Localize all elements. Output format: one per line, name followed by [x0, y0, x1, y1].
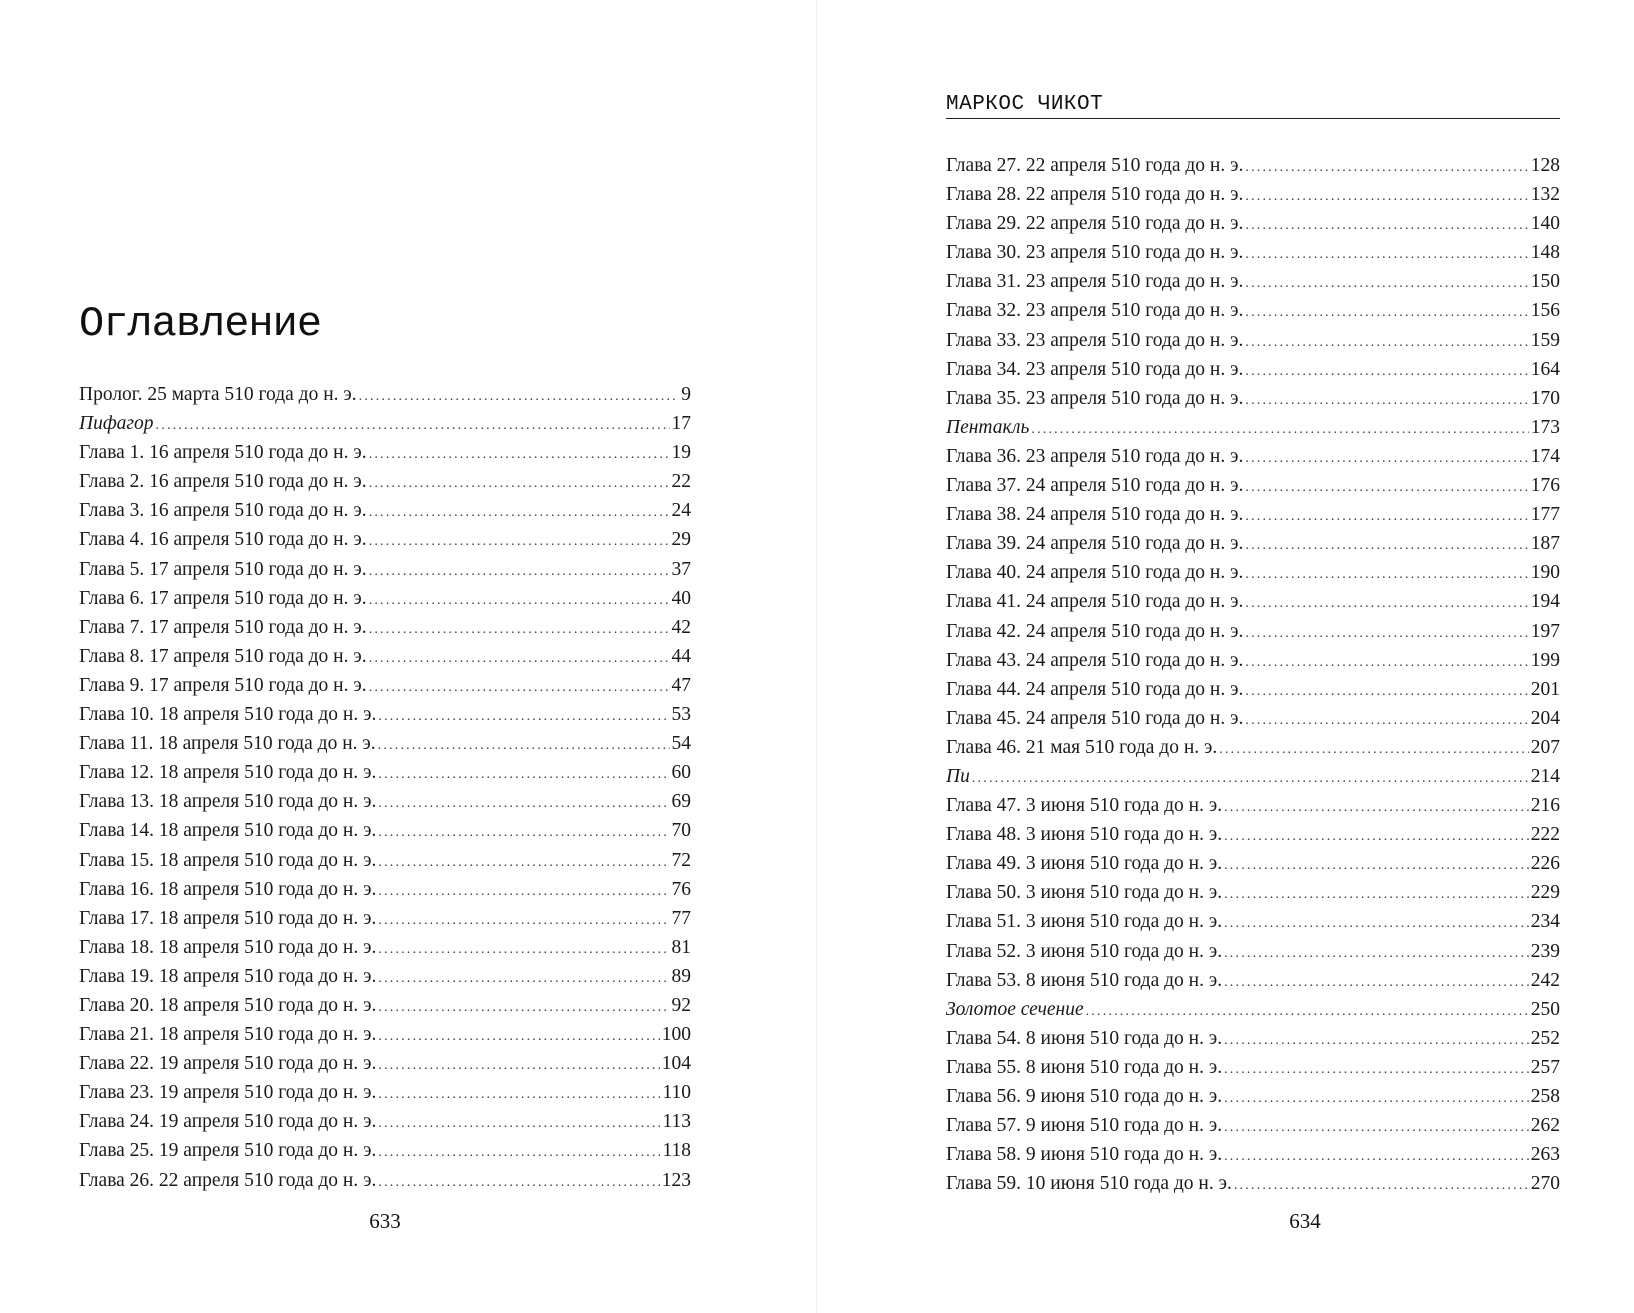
toc-entry-label: Глава 23. 19 апреля 510 года до н. э. — [79, 1082, 377, 1104]
dot-leader — [369, 557, 670, 586]
toc-entry — [79, 584, 691, 613]
toc-entry-label: Глава 31. 23 апреля 510 года до н. э. — [946, 271, 1244, 293]
toc-entry-page: 173 — [1530, 416, 1560, 438]
toc-entry-label: Глава 55. 8 июня 510 года до н. э. — [946, 1056, 1223, 1078]
toc-entry-label: Глава 56. 9 июня 510 года до н. э. — [946, 1086, 1223, 1107]
dot-leader — [369, 440, 670, 469]
toc-entry — [946, 820, 1560, 849]
toc-list-right — [946, 151, 1560, 1198]
toc-entry-label: Пролог. 25 марта 510 года до н. э. — [79, 384, 357, 405]
dot-leader — [378, 1022, 659, 1051]
toc-entry-page: 190 — [1530, 562, 1560, 584]
dot-leader — [1224, 880, 1529, 909]
page-number: 633 — [369, 1209, 401, 1233]
toc-entry-label: Глава 29. 22 апреля 510 года до н. э. — [946, 213, 1244, 235]
toc-entry-page: 164 — [1530, 358, 1560, 380]
toc-entry-page: 22 — [671, 471, 691, 493]
dot-leader — [369, 615, 670, 644]
toc-entry-page: 104 — [661, 1053, 691, 1075]
dot-leader — [378, 848, 669, 877]
toc-entry — [946, 355, 1560, 384]
dot-leader — [1086, 997, 1529, 1026]
toc-entry-label: Глава 17. 18 апреля 510 года до н. э. — [79, 907, 377, 929]
toc-entry-label: Глава 47. 3 июня 510 года до н. э. — [946, 795, 1223, 817]
toc-entry-page: 204 — [1530, 707, 1560, 729]
toc-entry — [79, 613, 691, 642]
toc-entry-label: Глава 2. 16 апреля 510 года до н. э. — [79, 471, 367, 493]
toc-entry — [946, 907, 1560, 936]
toc-entry — [79, 875, 691, 904]
toc-entry-page: 170 — [1530, 387, 1560, 409]
toc-entry — [946, 704, 1560, 733]
toc-entry — [946, 1140, 1560, 1169]
toc-entry-page: 174 — [1530, 445, 1560, 467]
toc-entry-label: Глава 4. 16 апреля 510 года до н. э. — [79, 529, 367, 551]
toc-entry-label: Глава 1. 16 апреля 510 года до н. э. — [79, 442, 367, 464]
toc-entry-page: 113 — [662, 1111, 691, 1133]
toc-entry — [79, 846, 691, 875]
toc-list-left — [79, 380, 691, 1195]
toc-entry — [79, 1166, 691, 1195]
dot-leader — [1245, 444, 1528, 473]
dot-leader — [1031, 415, 1528, 444]
toc-entry-label: Глава 7. 17 апреля 510 года до н. э. — [79, 616, 367, 638]
dot-leader — [1224, 939, 1529, 968]
toc-entry-page: 197 — [1530, 620, 1560, 642]
toc-entry-page: 69 — [671, 791, 691, 813]
toc-entry — [946, 413, 1560, 442]
dot-leader — [378, 1080, 660, 1109]
toc-entry — [946, 209, 1560, 238]
toc-entry-label: Глава 35. 23 апреля 510 года до н. э. — [946, 387, 1244, 409]
dot-leader — [1224, 968, 1529, 997]
toc-entry-label: Глава 49. 3 июня 510 года до н. э. — [946, 853, 1223, 875]
toc-entry — [946, 995, 1560, 1024]
toc-entry-page: 263 — [1530, 1144, 1560, 1166]
dot-leader — [378, 789, 669, 818]
dot-leader — [1245, 502, 1528, 531]
toc-entry-label: Глава 50. 3 июня 510 года до н. э. — [946, 882, 1223, 904]
toc-entry — [79, 933, 691, 962]
dot-leader — [1245, 589, 1528, 618]
dot-leader — [1245, 473, 1528, 502]
toc-entry-label: Глава 32. 23 апреля 510 года до н. э. — [946, 300, 1244, 322]
toc-entry — [79, 1107, 691, 1136]
dot-leader — [378, 818, 669, 847]
toc-entry — [946, 267, 1560, 296]
toc-entry-page: 24 — [671, 500, 691, 522]
toc-entry-page: 44 — [671, 645, 691, 667]
toc-entry-label: Глава 9. 17 апреля 510 года до н. э. — [79, 674, 367, 696]
toc-entry-page: 194 — [1530, 591, 1560, 613]
toc-entry-page: 17 — [671, 413, 691, 435]
toc-entry-page: 9 — [681, 384, 691, 405]
toc-entry — [946, 180, 1560, 209]
toc-entry-page: 123 — [661, 1169, 691, 1191]
dot-leader — [378, 731, 670, 760]
toc-entry — [79, 1078, 691, 1107]
dot-leader — [1224, 822, 1529, 851]
toc-entry-page: 53 — [671, 704, 691, 726]
toc-entry-page: 70 — [671, 820, 691, 842]
toc-entry — [946, 296, 1560, 325]
dot-leader — [1224, 851, 1529, 880]
toc-entry-label: Глава 6. 17 апреля 510 года до н. э. — [79, 587, 367, 609]
toc-entry-page: 234 — [1530, 911, 1560, 933]
toc-entry — [946, 238, 1560, 267]
toc-entry-page: 250 — [1530, 998, 1560, 1020]
toc-entry-page: 252 — [1530, 1027, 1560, 1049]
toc-entry-label: Глава 43. 24 апреля 510 года до н. э. — [946, 649, 1244, 671]
toc-entry-page: 77 — [671, 907, 691, 929]
dot-leader — [1245, 648, 1528, 677]
toc-entry — [79, 467, 691, 496]
toc-entry-label: Глава 48. 3 июня 510 года до н. э. — [946, 824, 1223, 846]
dot-leader — [378, 760, 669, 789]
dot-leader — [378, 906, 669, 935]
toc-entry-page: 258 — [1530, 1086, 1560, 1107]
toc-entry-label: Глава 52. 3 июня 510 года до н. э. — [946, 940, 1223, 962]
toc-entry-label: Глава 33. 23 апреля 510 года до н. э. — [946, 329, 1244, 351]
toc-part-title: Пентакль — [946, 416, 1030, 438]
toc-entry — [79, 525, 691, 554]
toc-entry-page: 239 — [1530, 940, 1560, 962]
toc-entry-page: 216 — [1530, 795, 1560, 817]
toc-entry-page: 187 — [1530, 533, 1560, 555]
toc-entry-page: 159 — [1530, 329, 1560, 351]
toc-entry — [946, 1024, 1560, 1053]
toc-entry-label: Глава 19. 18 апреля 510 года до н. э. — [79, 965, 377, 987]
dot-leader — [1245, 240, 1528, 269]
page-number: 634 — [1289, 1209, 1321, 1233]
toc-entry-page: 19 — [671, 442, 691, 464]
toc-entry — [946, 762, 1560, 791]
toc-entry — [79, 816, 691, 845]
toc-entry-label: Глава 42. 24 апреля 510 года до н. э. — [946, 620, 1244, 642]
toc-entry-label: Глава 30. 23 апреля 510 года до н. э. — [946, 242, 1244, 264]
dot-leader — [1224, 1055, 1529, 1084]
dot-leader — [369, 527, 670, 556]
toc-entry-page: 207 — [1530, 736, 1560, 758]
toc-entry-page: 262 — [1530, 1115, 1560, 1137]
dot-leader — [1245, 619, 1528, 648]
toc-entry — [79, 555, 691, 584]
toc-entry-label: Глава 15. 18 апреля 510 года до н. э. — [79, 849, 377, 871]
toc-entry-page: 118 — [662, 1140, 691, 1162]
dot-leader — [369, 586, 670, 615]
toc-entry — [79, 1020, 691, 1049]
toc-entry — [946, 849, 1560, 878]
toc-entry-page: 128 — [1530, 155, 1560, 176]
dot-leader — [1224, 909, 1529, 938]
toc-entry-label: Глава 5. 17 апреля 510 года до н. э. — [79, 558, 367, 580]
toc-entry-page: 201 — [1530, 678, 1560, 700]
toc-entry — [79, 962, 691, 991]
toc-entry-label: Глава 14. 18 апреля 510 года до н. э. — [79, 820, 377, 842]
dot-leader — [1224, 1026, 1529, 1055]
toc-entry-page: 148 — [1530, 242, 1560, 264]
toc-entry — [946, 529, 1560, 558]
toc-entry — [946, 1053, 1560, 1082]
toc-entry — [79, 700, 691, 729]
toc-entry-page: 92 — [671, 994, 691, 1016]
toc-entry — [79, 642, 691, 671]
dot-leader — [1245, 182, 1528, 211]
toc-entry — [79, 409, 691, 438]
toc-entry — [946, 791, 1560, 820]
toc-entry-page: 176 — [1530, 475, 1560, 497]
toc-entry-label: Глава 13. 18 апреля 510 года до н. э. — [79, 791, 377, 813]
toc-entry-label: Глава 39. 24 апреля 510 года до н. э. — [946, 533, 1244, 555]
toc-entry-label: Глава 26. 22 апреля 510 года до н. э. — [79, 1169, 377, 1191]
toc-entry — [79, 1049, 691, 1078]
toc-entry-page: 242 — [1530, 969, 1560, 991]
dot-leader — [1245, 706, 1528, 735]
toc-entry-page: 40 — [671, 587, 691, 609]
toc-entry — [946, 151, 1560, 180]
dot-leader — [1245, 386, 1528, 415]
toc-entry-page: 37 — [671, 558, 691, 580]
dot-leader — [369, 498, 670, 527]
toc-entry-label: Глава 21. 18 апреля 510 года до н. э. — [79, 1024, 377, 1046]
dot-leader — [359, 382, 680, 411]
dot-leader — [1245, 677, 1528, 706]
left-page — [0, 0, 816, 1313]
toc-entry-label: Глава 28. 22 апреля 510 года до н. э. — [946, 184, 1244, 206]
toc-entry — [79, 438, 691, 467]
toc-entry-label: Глава 38. 24 апреля 510 года до н. э. — [946, 504, 1244, 526]
toc-heading: Оглавление — [79, 300, 322, 348]
dot-leader — [1245, 531, 1528, 560]
dot-leader — [1224, 1084, 1529, 1113]
toc-entry-label: Глава 45. 24 апреля 510 года до н. э. — [946, 707, 1244, 729]
toc-entry-page: 81 — [671, 936, 691, 958]
toc-entry-page: 42 — [671, 616, 691, 638]
toc-entry-label: Глава 10. 18 апреля 510 года до н. э. — [79, 704, 377, 726]
toc-entry-label: Глава 44. 24 апреля 510 года до н. э. — [946, 678, 1244, 700]
toc-entry — [79, 1136, 691, 1165]
toc-entry-label: Глава 24. 19 апреля 510 года до н. э. — [79, 1111, 377, 1133]
dot-leader — [1224, 793, 1529, 822]
dot-leader — [156, 411, 670, 440]
toc-entry-page: 89 — [671, 965, 691, 987]
dot-leader — [369, 644, 670, 673]
toc-entry — [79, 671, 691, 700]
dot-leader — [1224, 1142, 1529, 1171]
toc-entry — [946, 442, 1560, 471]
toc-entry — [946, 587, 1560, 616]
toc-entry-label: Глава 37. 24 апреля 510 года до н. э. — [946, 475, 1244, 497]
toc-entry-label: Глава 8. 17 апреля 510 года до н. э. — [79, 645, 367, 667]
toc-entry-label: Глава 20. 18 апреля 510 года до н. э. — [79, 994, 377, 1016]
toc-entry-page: 214 — [1530, 765, 1560, 787]
toc-part-title: Пифагор — [79, 413, 154, 435]
toc-entry-label: Глава 27. 22 апреля 510 года до н. э. — [946, 155, 1244, 176]
toc-entry-page: 29 — [671, 529, 691, 551]
toc-part-title: Золотое сечение — [946, 998, 1084, 1020]
toc-entry-label: Глава 41. 24 апреля 510 года до н. э. — [946, 591, 1244, 613]
toc-entry-page: 72 — [671, 849, 691, 871]
toc-entry — [946, 326, 1560, 355]
toc-entry — [79, 904, 691, 933]
toc-entry — [946, 733, 1560, 762]
toc-entry — [946, 558, 1560, 587]
dot-leader — [1224, 1113, 1529, 1142]
toc-entry — [946, 646, 1560, 675]
dot-leader — [378, 1168, 659, 1197]
toc-entry-label: Глава 3. 16 апреля 510 года до н. э. — [79, 500, 367, 522]
dot-leader — [378, 1109, 660, 1138]
toc-entry-label: Глава 18. 18 апреля 510 года до н. э. — [79, 936, 377, 958]
toc-entry-page: 100 — [661, 1024, 691, 1046]
toc-entry-page: 270 — [1530, 1173, 1560, 1195]
dot-leader — [1245, 298, 1528, 327]
toc-entry — [946, 878, 1560, 907]
toc-entry — [79, 758, 691, 787]
dot-leader — [378, 1051, 659, 1080]
toc-entry-label: Глава 57. 9 июня 510 года до н. э. — [946, 1115, 1223, 1137]
dot-leader — [378, 1138, 660, 1167]
dot-leader — [378, 964, 669, 993]
toc-entry — [946, 1111, 1560, 1140]
dot-leader — [1245, 211, 1528, 240]
toc-entry — [946, 500, 1560, 529]
dot-leader — [369, 469, 670, 498]
toc-entry — [79, 787, 691, 816]
toc-entry — [79, 496, 691, 525]
toc-entry-page: 199 — [1530, 649, 1560, 671]
toc-entry — [946, 966, 1560, 995]
toc-entry — [79, 729, 691, 758]
toc-entry-label: Глава 54. 8 июня 510 года до н. э. — [946, 1027, 1223, 1049]
dot-leader — [972, 764, 1529, 793]
dot-leader — [1245, 269, 1528, 298]
toc-entry-page: 140 — [1530, 213, 1560, 235]
toc-entry — [946, 675, 1560, 704]
toc-entry — [946, 617, 1560, 646]
toc-entry — [946, 1082, 1560, 1111]
dot-leader — [378, 993, 669, 1022]
toc-entry-page: 54 — [671, 733, 691, 755]
toc-entry-page: 132 — [1530, 184, 1560, 206]
toc-entry-page: 257 — [1530, 1056, 1560, 1078]
toc-entry-label: Глава 58. 9 июня 510 года до н. э. — [946, 1144, 1223, 1166]
toc-part-title: Пи — [946, 765, 970, 787]
toc-entry — [946, 471, 1560, 500]
dot-leader — [378, 877, 669, 906]
running-head-author: МАРКОС ЧИКОТ — [946, 93, 1560, 119]
toc-entry-label: Глава 12. 18 апреля 510 года до н. э. — [79, 762, 377, 784]
toc-entry-label: Глава 11. 18 апреля 510 года до н. э. — [79, 733, 376, 755]
dot-leader — [378, 702, 669, 731]
dot-leader — [1245, 560, 1528, 589]
toc-entry-page: 47 — [671, 674, 691, 696]
toc-entry-label: Глава 46. 21 мая 510 года до н. э. — [946, 736, 1218, 758]
toc-entry-page: 76 — [671, 878, 691, 900]
toc-entry — [946, 1169, 1560, 1198]
toc-entry-page: 60 — [671, 762, 691, 784]
right-page — [817, 0, 1634, 1313]
toc-entry-label: Глава 34. 23 апреля 510 года до н. э. — [946, 358, 1244, 380]
toc-entry — [946, 384, 1560, 413]
toc-entry-page: 110 — [662, 1082, 691, 1104]
toc-entry-label: Глава 36. 23 апреля 510 года до н. э. — [946, 445, 1244, 467]
dot-leader — [1234, 1171, 1529, 1200]
toc-entry-label: Глава 59. 10 июня 510 года до н. э. — [946, 1173, 1232, 1195]
toc-entry — [79, 991, 691, 1020]
dot-leader — [369, 673, 670, 702]
toc-entry-label: Глава 25. 19 апреля 510 года до н. э. — [79, 1140, 377, 1162]
toc-entry-page: 177 — [1530, 504, 1560, 526]
toc-entry-page: 226 — [1530, 853, 1560, 875]
toc-entry-label: Глава 22. 19 апреля 510 года до н. э. — [79, 1053, 377, 1075]
dot-leader — [1219, 735, 1528, 764]
toc-entry-label: Глава 53. 8 июня 510 года до н. э. — [946, 969, 1223, 991]
toc-entry-page: 222 — [1530, 824, 1560, 846]
dot-leader — [1245, 328, 1528, 357]
dot-leader — [1245, 357, 1528, 386]
toc-entry-page: 229 — [1530, 882, 1560, 904]
dot-leader — [1245, 153, 1528, 182]
toc-entry-label: Глава 51. 3 июня 510 года до н. э. — [946, 911, 1223, 933]
toc-entry — [946, 937, 1560, 966]
toc-entry-page: 156 — [1530, 300, 1560, 322]
toc-entry — [79, 380, 691, 409]
dot-leader — [378, 935, 669, 964]
toc-entry-label: Глава 40. 24 апреля 510 года до н. э. — [946, 562, 1244, 584]
toc-entry-label: Глава 16. 18 апреля 510 года до н. э. — [79, 878, 377, 900]
toc-entry-page: 150 — [1530, 271, 1560, 293]
